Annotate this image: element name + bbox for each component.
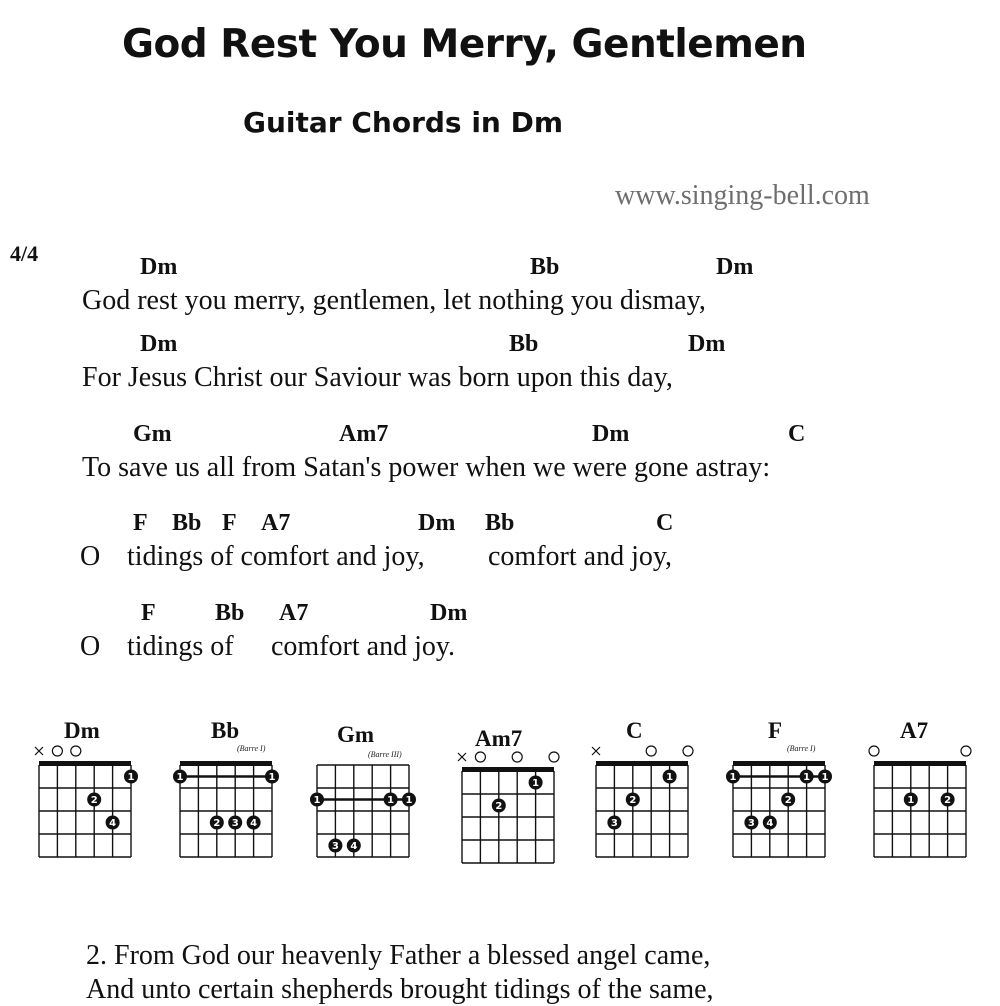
fretboard-svg [586, 735, 706, 885]
chord-label: C [656, 510, 674, 536]
finger-number: 1 [821, 772, 829, 783]
lyric-word: O [80, 631, 101, 662]
chord-label: Dm [430, 600, 468, 626]
finger-number: 4 [766, 818, 774, 829]
nut-bar [874, 761, 966, 766]
chord-label: A7 [279, 600, 309, 626]
finger-number: 1 [127, 772, 135, 783]
open-string-icon [683, 746, 693, 756]
finger-number: 1 [532, 778, 540, 789]
fretboard-svg [864, 735, 984, 885]
open-string-icon [869, 746, 879, 756]
finger-number: 4 [250, 818, 258, 829]
nut-bar [596, 761, 688, 766]
open-string-icon [52, 746, 62, 756]
lyric-line: God rest you merry, gentlemen, let nothing you dismay, [82, 285, 706, 316]
finger-number: 1 [803, 772, 811, 783]
fretboard-svg [723, 735, 843, 885]
open-string-icon [549, 752, 559, 762]
finger-number: 3 [610, 818, 618, 829]
time-signature: 4/4 [10, 241, 39, 266]
verse2-line: 2. From God our heavenly Father a blessed angel came, [86, 940, 711, 971]
lyric-line: comfort and joy. [271, 631, 456, 662]
diagram-name: C [626, 718, 643, 743]
finger-number: 1 [176, 772, 184, 783]
finger-number: 2 [90, 795, 98, 806]
lyric-line: To save us all from Satan's power when we were gone astray: [82, 452, 771, 483]
chord-diagram-c [586, 735, 706, 885]
diagram-name: F [768, 718, 783, 743]
lyric-line: For Jesus Christ our Saviour was born upon this day, [82, 362, 673, 393]
fretboard-svg [307, 735, 427, 885]
chord-label: Dm [688, 331, 726, 357]
fretboard-svg [170, 735, 290, 885]
website-label: www.singing-bell.com [615, 180, 870, 211]
song-title: God Rest You Merry, Gentlemen [122, 22, 807, 67]
lyric-word: O [80, 541, 101, 572]
finger-number: 3 [231, 818, 239, 829]
chord-label: Dm [418, 510, 456, 536]
chord-label: Dm [592, 421, 630, 447]
chord-label: F [133, 510, 148, 536]
open-string-icon [961, 746, 971, 756]
chord-label: Am7 [339, 421, 389, 447]
nut-bar [733, 761, 825, 766]
finger-number: 4 [350, 841, 358, 852]
verse2-line: And unto certain shepherds brought tidings of the same, [86, 974, 714, 1005]
chord-diagram-a7 [864, 735, 984, 885]
barre-label: (Barre I) [237, 744, 266, 753]
lyric-line: tidings of [127, 631, 234, 662]
chord-label: Bb [509, 331, 539, 357]
chord-label: Bb [485, 510, 515, 536]
open-string-icon [512, 752, 522, 762]
finger-number: 2 [213, 818, 221, 829]
finger-number: 2 [784, 795, 792, 806]
open-string-icon [71, 746, 81, 756]
nut-bar [180, 761, 272, 766]
chord-label: Bb [530, 254, 560, 280]
diagram-name: Gm [337, 722, 375, 747]
chord-diagram-f [723, 735, 843, 885]
finger-number: 2 [495, 801, 503, 812]
finger-number: 4 [109, 818, 117, 829]
diagram-name: Dm [64, 718, 100, 743]
fretboard-svg [29, 735, 149, 885]
chord-label: Dm [716, 254, 754, 280]
barre-label: (Barre I) [787, 744, 816, 753]
finger-number: 1 [907, 795, 915, 806]
nut-bar [462, 767, 554, 772]
chord-label: Bb [172, 510, 202, 536]
finger-number: 3 [747, 818, 755, 829]
barre-label: (Barre III) [368, 750, 402, 759]
chord-label: A7 [261, 510, 291, 536]
finger-number: 1 [268, 772, 276, 783]
finger-number: 1 [666, 772, 674, 783]
finger-number: 2 [944, 795, 952, 806]
finger-number: 1 [387, 795, 395, 806]
finger-number: 1 [405, 795, 413, 806]
chord-label: Gm [133, 421, 172, 447]
diagram-name: A7 [900, 718, 929, 743]
finger-number: 1 [313, 795, 321, 806]
fretboard-svg [452, 741, 572, 891]
chord-label: F [141, 600, 156, 626]
chord-label: Bb [215, 600, 245, 626]
open-string-icon [646, 746, 656, 756]
chord-label: Dm [140, 331, 178, 357]
chord-diagram-dm [29, 735, 149, 885]
nut-bar [39, 761, 131, 766]
finger-number: 3 [331, 841, 339, 852]
finger-number: 2 [629, 795, 637, 806]
diagram-name: Bb [211, 718, 240, 743]
chord-diagram-am7 [452, 741, 572, 891]
diagram-name: Am7 [475, 726, 523, 751]
open-string-icon [475, 752, 485, 762]
chord-label: C [788, 421, 806, 447]
chord-label: F [222, 510, 237, 536]
page-subtitle: Guitar Chords in Dm [243, 106, 564, 139]
lyric-line: comfort and joy, [488, 541, 673, 572]
chord-label: Dm [140, 254, 178, 280]
chord-diagram-bb [170, 735, 290, 885]
finger-number: 1 [729, 772, 737, 783]
chord-diagram-gm [307, 735, 427, 885]
lyric-line: tidings of comfort and joy, [127, 541, 425, 572]
